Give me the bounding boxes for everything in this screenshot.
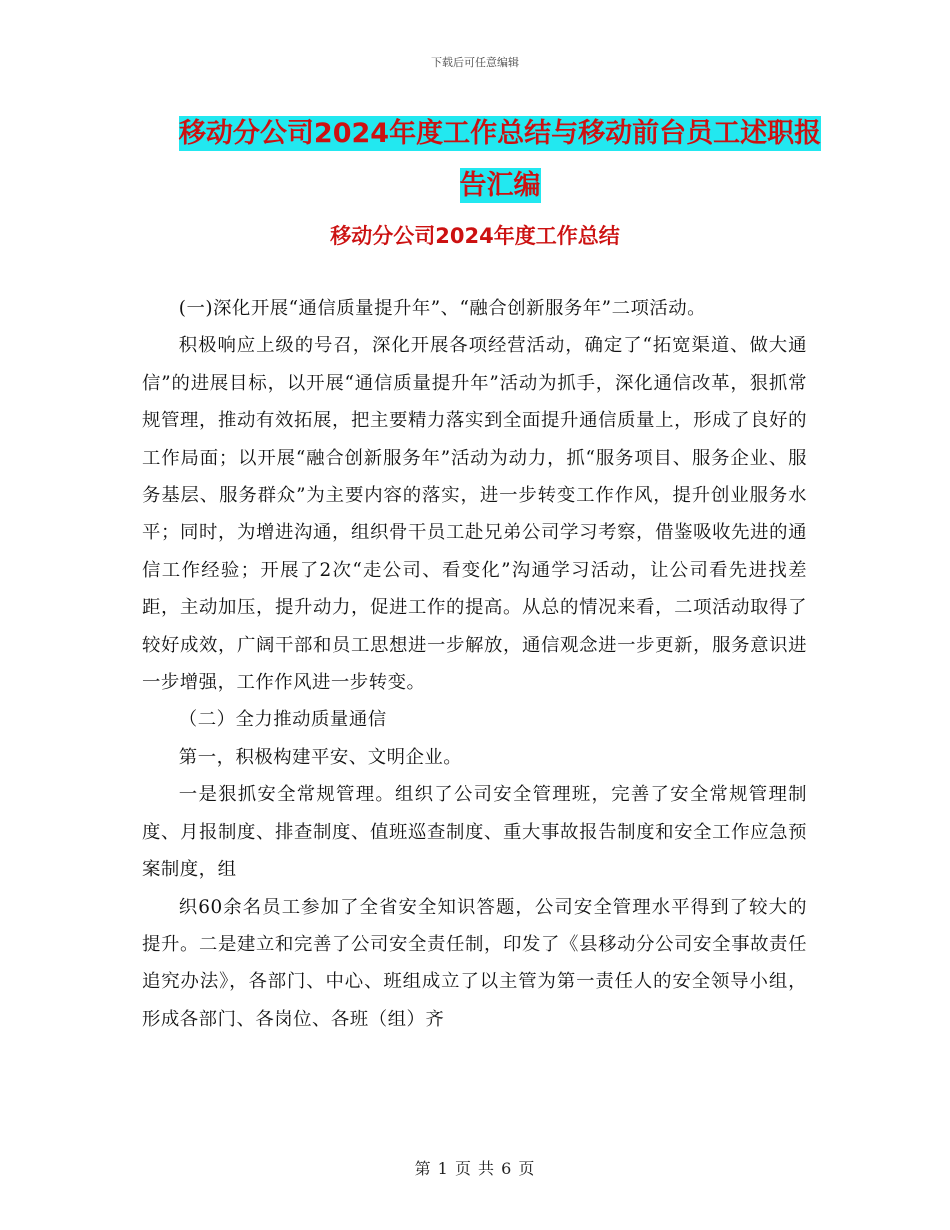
paragraph: （二）全力推动质量通信 <box>178 709 387 731</box>
paragraph: (一)深化开展“通信质量提升年”、“融合创新服务年”二项活动。 <box>178 298 707 319</box>
document-body <box>142 290 807 1038</box>
paragraph: 织60余名员工参加了全省安全知识答题，公司安全管理水平得到了较大的提升。二是建立和完善了公司安全责任制，印发了《县移动分公司安全事故责任追究办法》，各部门、中心、班组成立了以主管为第一责任人的安全领导小组，形成各部门、各岗位、各班（组）齐 <box>142 896 807 1030</box>
paragraph: 第一，积极构建平安、文明企业。 <box>178 746 463 768</box>
paragraph: 一是狠抓安全常规管理。组织了公司安全管理班，完善了安全常规管理制度、月报制度、排查制度、值班巡查制度、重大事故报告制度和安全工作应急预案制度，组 <box>142 784 807 881</box>
document-title-line-2: 告汇编 <box>459 170 541 201</box>
header-note: 下载后可任意编辑 <box>431 56 519 69</box>
document-title-line-1: 移动分公司2024年度工作总结与移动前台员工述职报 <box>178 118 822 149</box>
document-title <box>140 108 860 212</box>
paragraph: 积极响应上级的号召，深化开展各项经营活动，确定了“拓宽渠道、做大通信”的进展目标，以开展“通信质量提升年”活动为抓手，深化通信改革，狠抓常规管理，推动有效拓展，把主要精力落实到全面提升通信质量上，形成了良好的工作局面；以开展“融合创新服务年”活动为动力，抓“服务项目、服务企业、服务基层、服务群众”为主要内容的落实，进一步转变工作作风，提升创业服务水平；同时，为增进沟通，组织骨干员工赴兄弟公司学习考察，借鉴吸收先进的通信工作经验；开展了2次“走公司、看变化”沟通学习活动，让公司看先进找差距，主动加压，提升动力，促进工作的提高。从总的情况来看，二项活动取得了较好成效，广阔干部和员工思想进一步解放，通信观念进一步更新，服务意识进一步增强，工作作风进一步转变。 <box>142 335 807 694</box>
page-number: 第 1 页 共 6 页 <box>414 1159 536 1178</box>
section-title: 移动分公司2024年度工作总结 <box>330 224 620 248</box>
